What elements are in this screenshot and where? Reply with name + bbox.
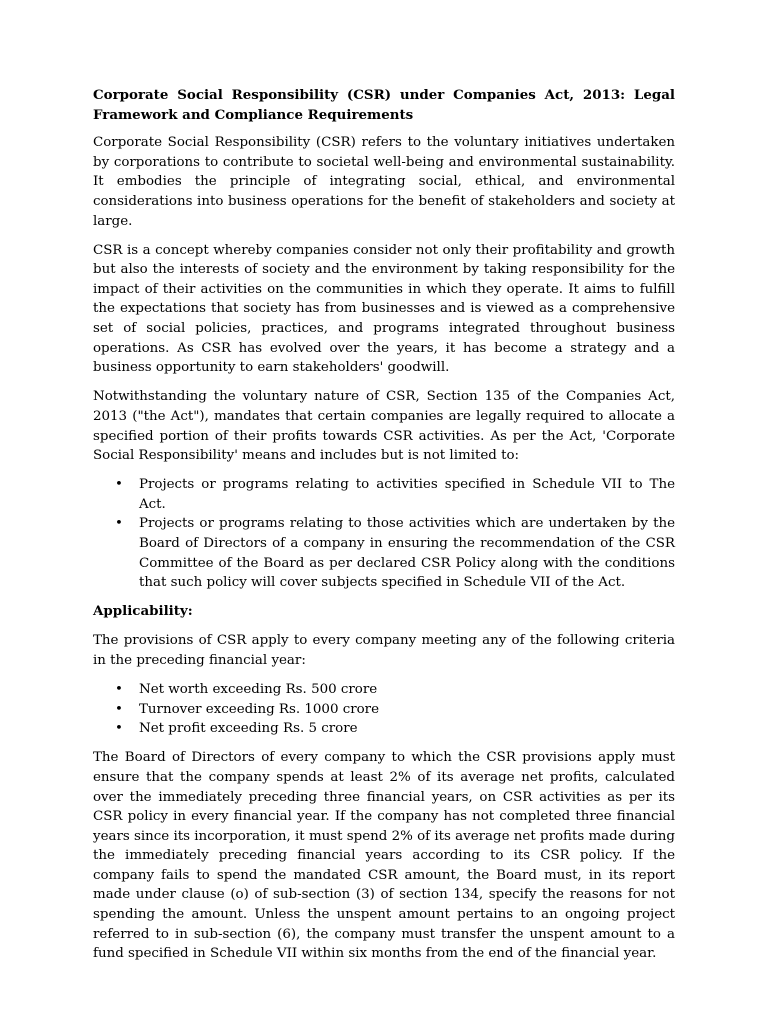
paragraph-board-obligations: The Board of Directors of every company to which the CSR provisions apply must ensure that the company spends at least 2% of its average net profits, calculated over the immediately preceding three financial years, on CSR activities as per its CSR policy in every financial year. If the company has not completed three financial years since its incorporation, it must spend 2% of its average net profits made during the immediately preceding financial years according to its CSR policy. If the company fails to spend the mandated CSR amount, the Board must, in its report made under clause (o) of sub-section (3) of section 134, specify the reasons for not spending the amount. Unless the unspent amount pertains to an ongoing project referred to in sub-section (6), the company must transfer the unspent amount to a fund specified in Schedule VII within six months from the end of the financial year. [93,750,675,962]
applicability-intro: The provisions of CSR apply to every company meeting any of the following criteria in the preceding financial year: [93,633,675,668]
paragraph-csr-concept: CSR is a concept whereby companies consider not only their profitability and growth but also the interests of society and the environment by taking responsibility for the impact of their activities on the communities in which they operate. It aims to fulfill the expectations that society has from businesses and is viewed as a comprehensive set of social policies, practices, and programs integrated throughout business operations. As CSR has evolved over the years, it has become a strategy and a business opportunity to earn stakeholders' goodwill. [93,242,675,376]
paragraph-section-135: Notwithstanding the voluntary nature of CSR, Section 135 of the Companies Act, 2013 ("the Act"), mandates that certain companies are legally required to allocate a specified portion of their profits towards CSR activities. As per the Act, 'Corporate Social Responsibility' means and includes but is not limited to: [93,389,675,464]
list-item: • Turnover exceeding Rs. 1000 crore [139,700,675,720]
document-title: Corporate Social Responsibility (CSR) under Companies Act, 2013: Legal Framework and Compliance Requirements [93,87,675,123]
document-page [93,86,675,973]
applicability-heading: Applicability: [93,603,193,620]
list-item: • Projects or programs relating to activities specified in Schedule VII to The Act. [139,475,675,514]
paragraph-csr-definition: Corporate Social Responsibility (CSR) refers to the voluntary initiatives undertaken by corporations to contribute to societal well-being and environmental sustainability. It embodies the principle of integrating social, ethical, and environmental considerations into business operations for the benefit of stakeholders and society at large. [93,135,675,229]
csr-includes-list [93,475,675,593]
list-item: • Projects or programs relating to those activities which are undertaken by the Board of Directors of a company in ensuring the recommendation of the CSR Committee of the Board as per declared CSR Policy along with the conditions that such policy will cover subjects specified in Schedule VII of the Act. [139,514,675,592]
list-item: • Net profit exceeding Rs. 5 crore [139,719,675,739]
criteria-list [93,680,675,739]
list-item: • Net worth exceeding Rs. 500 crore [139,680,675,700]
